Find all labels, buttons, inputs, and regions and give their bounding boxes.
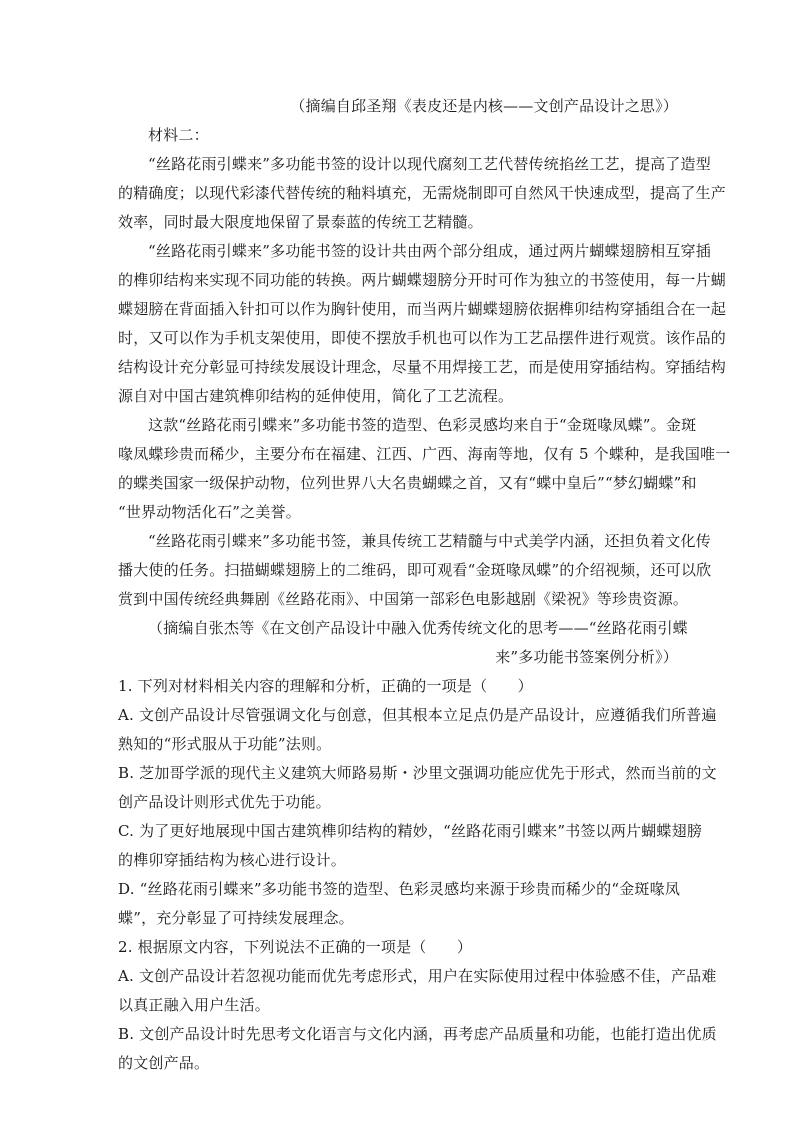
paragraph-line: 的榫卯结构来实现不同功能的转换。两片蝴蝶翅膀分开时可作为独立的书签使用，每一片蝴 — [118, 271, 727, 289]
paragraph-line: 的蝶类国家一级保护动物，位列世界八大名贵蝴蝶之首，又有“蝶中皇后”“梦幻蝴蝶”和 — [118, 474, 697, 492]
citation-line: 来”多功能书签案例分析》） — [495, 648, 678, 666]
option-d-cont: 蝶”，充分彰显了可持续发展理念。 — [118, 909, 354, 927]
paragraph-1 — [118, 150, 727, 237]
paragraph-line: “丝路花雨引蝶来”多功能书签，兼具传统工艺精髓与中式美学内涵，还担负着文化传 — [148, 532, 711, 550]
option-d: D. “丝路花雨引蝶来”多功能书签的造型、色彩灵感均来源于珍贵而稀少的“金斑喙凤 — [118, 880, 681, 898]
option-b-cont: 的文创产品。 — [118, 1054, 210, 1072]
source-citation-1: （摘编自邱圣翔《表皮还是内核——文创产品设计之思》） — [290, 97, 678, 115]
option-a-cont: 熟知的“形式服从于功能”法则。 — [118, 735, 332, 753]
option-a: A. 文创产品设计若忽视功能而优先考虑形式，用户在实际使用过程中体验感不佳，产品难 — [118, 967, 717, 985]
paragraph-line: “丝路花雨引蝶来”多功能书签的设计以现代腐刻工艺代替传统掐丝工艺，提高了造型 — [148, 155, 711, 173]
source-citation-2 — [118, 614, 688, 672]
paragraph-line: “世界动物活化石”之美誉。 — [118, 503, 301, 521]
paragraph-line: 喙凤蝶珍贵而稀少，主要分布在福建、江西、广西、海南等地，仅有 5 个蝶种，是我国唯一 — [118, 445, 731, 463]
option-c: C. 为了更好地展现中国古建筑榫卯结构的精妙，“丝路花雨引蝶来”书签以两片蝴蝶翅膀 — [118, 822, 703, 840]
question-2 — [118, 933, 717, 1078]
option-b-cont: 创产品设计则形式优先于功能。 — [118, 793, 331, 811]
paragraph-3 — [118, 411, 731, 527]
option-a-cont: 以真正融入用户生活。 — [118, 996, 271, 1014]
paragraph-line: 播大使的任务。扫描蝴蝶翅膀上的二维码，即可观看“金斑喙凤蝶”的介绍视频，还可以欣 — [118, 561, 712, 579]
paragraph-4 — [118, 527, 712, 614]
paragraph-line: 源自对中国古建筑榫卯结构的延伸使用，简化了工艺流程。 — [118, 387, 514, 405]
paragraph-line: 结构设计充分彰显可持续发展设计理念，尽量不用焊接工艺，而是使用穿插结构。穿插结构 — [118, 358, 727, 376]
paragraph-line: 这款“丝路花雨引蝶来”多功能书签的造型、色彩灵感均来自于“金斑喙凤蝶”。金斑 — [148, 416, 697, 434]
question-1 — [118, 672, 717, 933]
option-c-cont: 的榫卯穿插结构为核心进行设计。 — [118, 851, 347, 869]
option-a: A. 文创产品设计尽管强调文化与创意，但其根本立足点仍是产品设计，应遵循我们所普遍 — [118, 706, 717, 724]
option-b: B. 芝加哥学派的现代主义建筑大师路易斯・沙里文强调功能应优先于形式，然而当前的文 — [118, 764, 717, 782]
question-stem: 1. 下列对材料相关内容的理解和分析，正确的一项是（ ） — [118, 677, 533, 695]
paragraph-line: 效率，同时最大限度地保留了景泰蓝的传统工艺精髓。 — [118, 213, 483, 231]
paragraph-line: “丝路花雨引蝶来”多功能书签的设计共由两个部分组成，通过两片蝴蝶翅膀相互穿插 — [148, 242, 711, 260]
question-stem: 2. 根据原文内容，下列说法不正确的一项是（ ） — [118, 938, 473, 956]
paragraph-line: 时，又可以作为手机支架使用，即使不摆放手机也可以作为工艺品摆件进行观赏。该作品的 — [118, 329, 727, 347]
paragraph-2 — [118, 237, 727, 411]
document-page — [118, 92, 731, 1078]
paragraph-line: 蝶翅膀在背面插入针扣可以作为胸针使用，而当两片蝴蝶翅膀依据榫卯结构穿插组合在一起 — [118, 300, 727, 318]
citation-line: （摘编自张杰等《在文创产品设计中融入优秀传统文化的思考——“丝路花雨引蝶 — [148, 619, 688, 637]
paragraph-line: 赏到中国传统经典舞剧《丝路花雨》、中国第一部彩色电影越剧《梁祝》等珍贵资源。 — [118, 590, 689, 608]
material-2-label: 材料二： — [148, 126, 209, 144]
option-b: B. 文创产品设计时先思考文化语言与文化内涵，再考虑产品质量和功能，也能打造出优质 — [118, 1025, 717, 1043]
paragraph-line: 的精确度；以现代彩漆代替传统的釉料填充，无需烧制即可自然风干快速成型，提高了生产 — [118, 184, 727, 202]
